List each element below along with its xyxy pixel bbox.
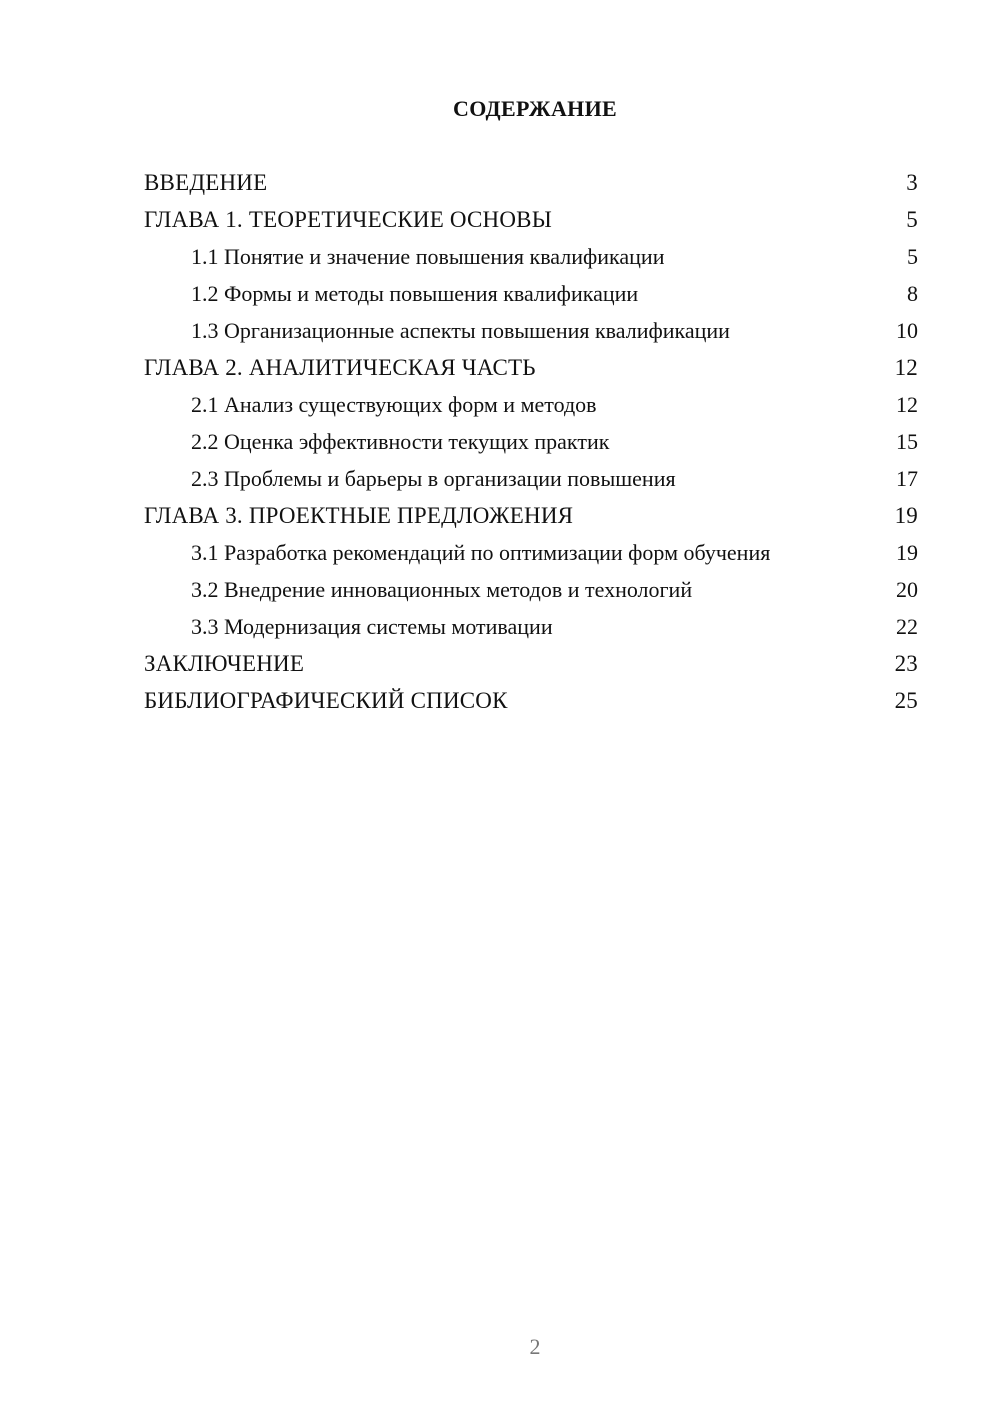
toc-entry-page: 5 [907, 244, 918, 269]
toc-entry-page: 5 [906, 207, 918, 232]
toc-entry-section-3-2[interactable] [144, 575, 918, 612]
toc-entry-chapter-1[interactable] [144, 205, 918, 242]
toc-entry-chapter-2[interactable] [144, 353, 918, 390]
toc-entry-title: 1.2 Формы и методы повышения квалификации [191, 281, 639, 306]
toc-entry-section-2-3[interactable] [144, 464, 918, 501]
toc-entry-section-3-1[interactable] [144, 538, 918, 575]
toc-entry-bibliography[interactable] [144, 686, 918, 723]
toc-entry-section-1-2[interactable] [144, 279, 918, 316]
toc-entry-page: 12 [894, 355, 918, 380]
toc-entry-introduction[interactable] [144, 168, 918, 205]
toc-entry-page: 23 [894, 651, 918, 676]
toc-entry-title: 1.1 Понятие и значение повышения квалификации [191, 244, 665, 269]
toc-entry-title: ГЛАВА 1. ТЕОРЕТИЧЕСКИЕ ОСНОВЫ [144, 207, 552, 232]
toc-entry-title: 2.2 Оценка эффективности текущих практик [191, 429, 610, 454]
page-number: 2 [529, 1334, 541, 1359]
toc-entry-title: 2.3 Проблемы и барьеры в организации повышения [191, 466, 676, 491]
toc-entry-chapter-3[interactable] [144, 501, 918, 538]
toc-entry-title: 3.1 Разработка рекомендаций по оптимизации форм обучения [191, 540, 771, 565]
toc-entry-page: 19 [896, 540, 918, 565]
toc-entry-section-3-3[interactable] [144, 612, 918, 649]
toc-title: СОДЕРЖАНИЕ [453, 96, 617, 121]
toc-entry-page: 20 [896, 577, 918, 602]
toc-entry-section-2-1[interactable] [144, 390, 918, 427]
toc-entry-title: ГЛАВА 2. АНАЛИТИЧЕСКАЯ ЧАСТЬ [144, 355, 536, 380]
toc-entry-page: 19 [894, 503, 918, 528]
toc-entry-page: 15 [896, 429, 918, 454]
toc-entry-page: 22 [896, 614, 918, 639]
toc-entry-section-2-2[interactable] [144, 427, 918, 464]
toc-entry-page: 17 [896, 466, 918, 491]
toc-entry-section-1-3[interactable] [144, 316, 918, 353]
toc-entry-title: 1.3 Организационные аспекты повышения квалификации [191, 318, 730, 343]
toc-entry-title: ВВЕДЕНИЕ [144, 170, 268, 195]
toc-entry-page: 12 [896, 392, 918, 417]
table-of-contents [144, 168, 918, 723]
toc-entry-page: 10 [896, 318, 918, 343]
toc-entry-page: 25 [894, 688, 918, 713]
toc-entry-page: 8 [907, 281, 918, 306]
toc-entry-page: 3 [906, 170, 918, 195]
toc-entry-title: 3.3 Модернизация системы мотивации [191, 614, 553, 639]
toc-entry-title: БИБЛИОГРАФИЧЕСКИЙ СПИСОК [144, 688, 508, 713]
toc-entry-title: 2.1 Анализ существующих форм и методов [191, 392, 597, 417]
toc-entry-conclusion[interactable] [144, 649, 918, 686]
toc-entry-section-1-1[interactable] [144, 242, 918, 279]
toc-entry-title: 3.2 Внедрение инновационных методов и технологий [191, 577, 693, 602]
toc-entry-title: ГЛАВА 3. ПРОЕКТНЫЕ ПРЕДЛОЖЕНИЯ [144, 503, 574, 528]
toc-entry-title: ЗАКЛЮЧЕНИЕ [144, 651, 305, 676]
